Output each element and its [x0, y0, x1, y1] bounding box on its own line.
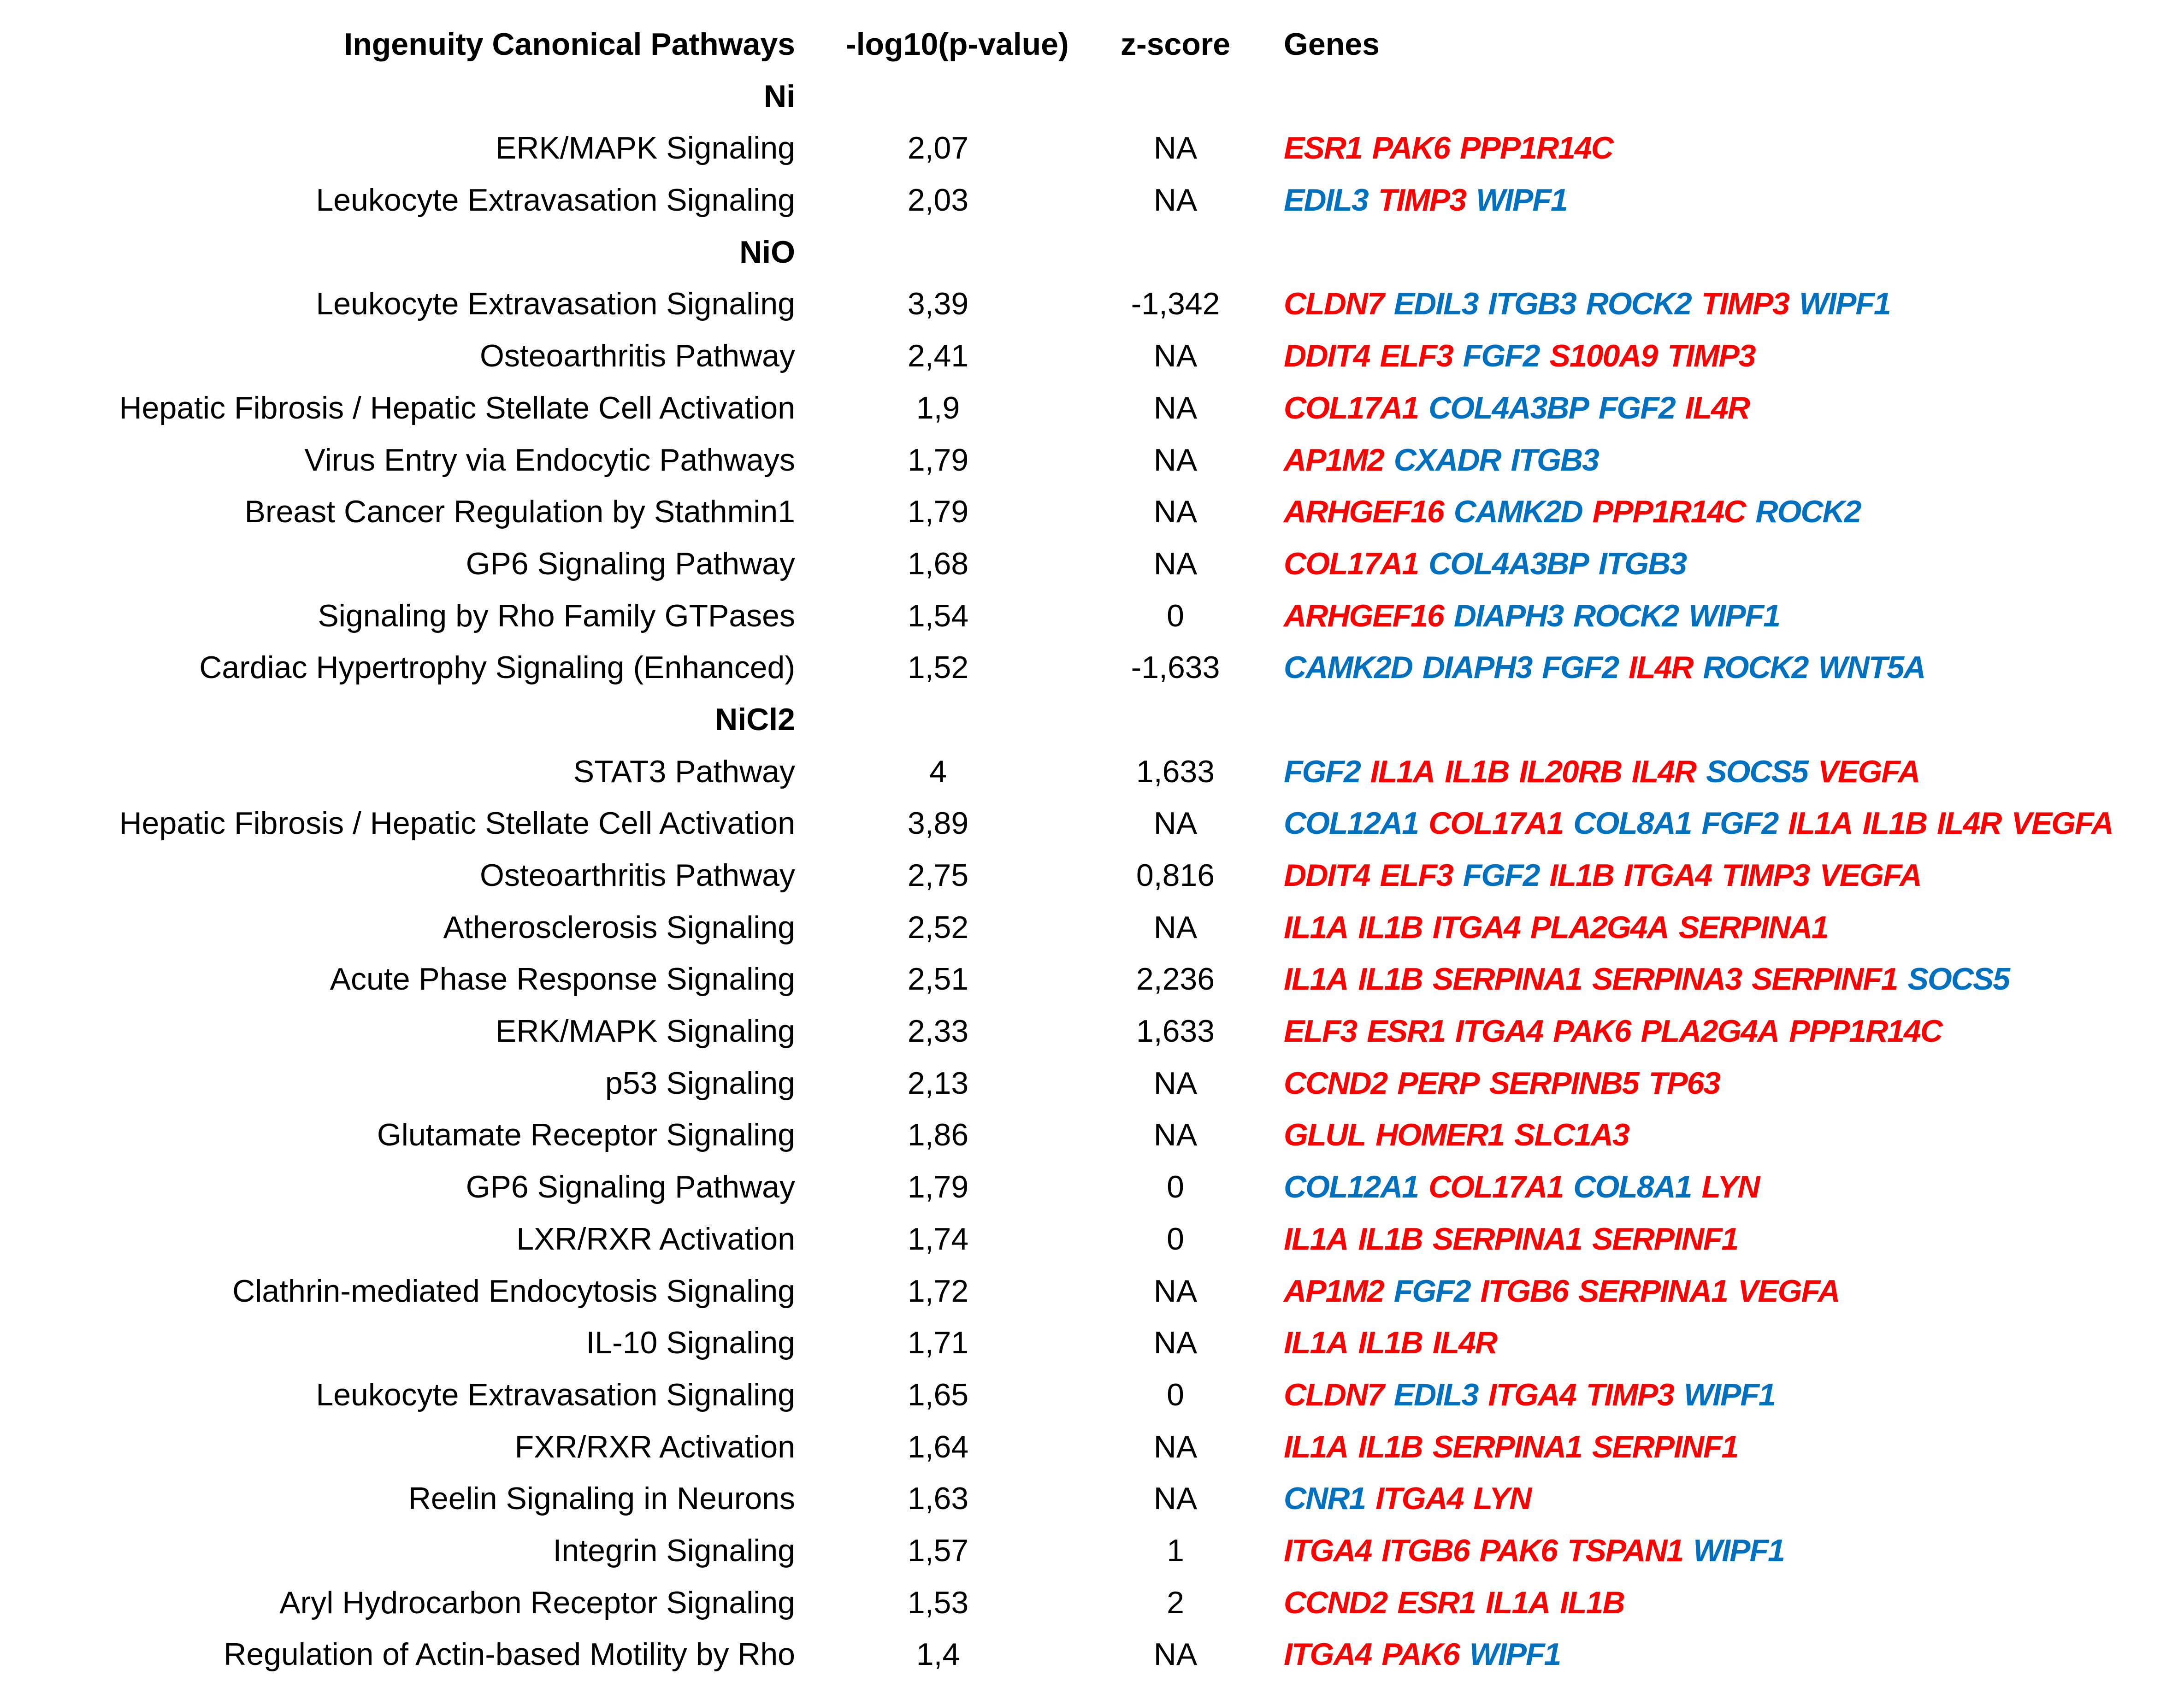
- header-zscore: z-score: [1120, 27, 1231, 62]
- pathway-name: Integrin Signaling: [553, 1533, 795, 1568]
- pathway-name: LXR/RXR Activation: [516, 1221, 795, 1257]
- section-row: [0, 226, 2184, 278]
- genes-cell: [1284, 1213, 1748, 1265]
- pathway-name: Leukocyte Extravasation Signaling: [316, 286, 795, 322]
- pvalue-cell: 2,07: [907, 130, 969, 166]
- table-row: [0, 1109, 2184, 1161]
- table-row: [0, 1057, 2184, 1109]
- table-row: [0, 902, 2184, 954]
- table-row: [0, 330, 2184, 382]
- gene-up: LYN: [1473, 1481, 1531, 1516]
- genes-cell: [1284, 486, 1871, 538]
- table-row: [0, 1577, 2184, 1629]
- table-row: [0, 122, 2184, 174]
- gene-down: WIPF1: [1799, 286, 1890, 322]
- gene-up: ELF3: [1284, 1014, 1357, 1049]
- pvalue-cell: 1,52: [907, 650, 969, 685]
- pvalue-cell: 2,51: [907, 962, 969, 997]
- gene-up: ITGA4: [1375, 1481, 1464, 1516]
- genes-cell: [1284, 538, 1696, 590]
- gene-up: TP63: [1648, 1065, 1720, 1101]
- pvalue-cell: 1,79: [907, 494, 969, 530]
- zscore-cell: NA: [1153, 1325, 1198, 1361]
- pvalue-cell: 1,72: [907, 1273, 969, 1309]
- gene-up: DDIT4: [1284, 338, 1370, 374]
- table-row: [0, 953, 2184, 1005]
- pathway-name: Leukocyte Extravasation Signaling: [316, 1377, 795, 1412]
- gene-down: COL4A3BP: [1428, 546, 1588, 581]
- gene-down: EDIL3: [1393, 1377, 1478, 1412]
- gene-down: COL12A1: [1284, 1169, 1419, 1205]
- gene-up: CLDN7: [1284, 1377, 1384, 1412]
- table-row: [0, 1213, 2184, 1265]
- genes-cell: [1284, 174, 1577, 226]
- gene-up: IL1A: [1284, 909, 1348, 945]
- genes-cell: [1284, 434, 1609, 486]
- gene-up: PLA2G4A: [1530, 909, 1669, 945]
- genes-cell: [1284, 1369, 1785, 1421]
- table-row: [0, 1525, 2184, 1577]
- gene-up: IL1A: [1284, 962, 1348, 997]
- gene-up: PLA2G4A: [1641, 1014, 1779, 1049]
- gene-up: ITGA4: [1432, 909, 1520, 945]
- pvalue-cell: 3,89: [907, 806, 969, 841]
- gene-down: ROCK2: [1703, 650, 1808, 685]
- gene-up: SERPINF1: [1751, 962, 1898, 997]
- table-row: [0, 434, 2184, 486]
- zscore-cell: NA: [1153, 1065, 1198, 1101]
- genes-cell: [1284, 1473, 1541, 1525]
- gene-up: ESR1: [1284, 130, 1362, 166]
- gene-down: CNR1: [1284, 1481, 1366, 1516]
- gene-down: FGF2: [1701, 806, 1778, 841]
- gene-up: ITGA4: [1623, 858, 1712, 893]
- gene-down: COL12A1: [1284, 806, 1419, 841]
- gene-up: CLDN7: [1284, 286, 1384, 322]
- gene-up: COL17A1: [1284, 546, 1419, 581]
- table-row: [0, 850, 2184, 902]
- gene-down: WIPF1: [1476, 183, 1567, 218]
- gene-down: ROCK2: [1755, 494, 1861, 530]
- zscore-cell: 2: [1167, 1585, 1184, 1620]
- pvalue-cell: 2,03: [907, 183, 969, 218]
- gene-up: ITGA4: [1284, 1533, 1372, 1568]
- gene-up: TIMP3: [1701, 286, 1789, 322]
- gene-up: IL20RB: [1519, 754, 1622, 789]
- gene-up: ITGB6: [1381, 1533, 1470, 1568]
- pathway-name: Virus Entry via Endocytic Pathways: [304, 442, 795, 478]
- genes-cell: [1284, 590, 1790, 642]
- gene-up: VEGFA: [1737, 1273, 1840, 1309]
- gene-up: COL17A1: [1284, 390, 1419, 425]
- gene-up: SERPINA1: [1432, 962, 1582, 997]
- genes-cell: [1284, 330, 1765, 382]
- gene-up: SERPINA1: [1432, 1429, 1582, 1464]
- table-row: [0, 486, 2184, 538]
- zscore-cell: 1: [1167, 1533, 1184, 1568]
- gene-up: IL1B: [1358, 962, 1423, 997]
- gene-down: FGF2: [1393, 1273, 1470, 1309]
- pvalue-cell: 3,39: [907, 286, 969, 322]
- zscore-cell: 0: [1167, 598, 1184, 633]
- gene-up: SERPINF1: [1592, 1429, 1738, 1464]
- gene-up: SERPINF1: [1592, 1221, 1738, 1257]
- pvalue-cell: 1,57: [907, 1533, 969, 1568]
- pvalue-cell: 1,4: [916, 1637, 960, 1672]
- genes-cell: [1284, 746, 1930, 798]
- header-row: [0, 18, 2184, 71]
- zscore-cell: 1,633: [1136, 1014, 1215, 1049]
- zscore-cell: NA: [1153, 338, 1198, 374]
- header-pvalue: -log10(p-value): [846, 27, 1069, 62]
- zscore-cell: 1,633: [1136, 754, 1215, 789]
- gene-up: PAK6: [1372, 130, 1450, 166]
- table-row: [0, 1161, 2184, 1213]
- genes-cell: [1284, 382, 1759, 434]
- zscore-cell: NA: [1153, 1273, 1198, 1309]
- gene-up: TIMP3: [1586, 1377, 1674, 1412]
- gene-up: TIMP3: [1378, 183, 1466, 218]
- gene-down: SOCS5: [1907, 962, 2009, 997]
- gene-up: IL1B: [1358, 1429, 1423, 1464]
- pathway-name: p53 Signaling: [605, 1065, 795, 1101]
- table-row: [0, 1265, 2184, 1317]
- pathway-name: Osteoarthritis Pathway: [479, 858, 795, 893]
- genes-cell: [1284, 1057, 1730, 1109]
- table-row: [0, 174, 2184, 226]
- table-row: [0, 590, 2184, 642]
- gene-down: FGF2: [1463, 338, 1540, 374]
- gene-up: IL1B: [1862, 806, 1927, 841]
- gene-up: IL1B: [1358, 909, 1423, 945]
- genes-cell: [1284, 1577, 1635, 1629]
- gene-up: LYN: [1701, 1169, 1759, 1205]
- genes-cell: [1284, 1525, 1794, 1577]
- zscore-cell: NA: [1153, 1117, 1198, 1153]
- gene-down: SOCS5: [1706, 754, 1808, 789]
- pathway-name: Regulation of Actin-based Motility by Rho: [224, 1637, 795, 1672]
- gene-down: DIAPH3: [1422, 650, 1532, 685]
- gene-up: IL1B: [1549, 858, 1614, 893]
- pvalue-cell: 1,74: [907, 1221, 969, 1257]
- gene-up: ESR1: [1367, 1014, 1445, 1049]
- gene-down: FGF2: [1463, 858, 1540, 893]
- gene-up: IL1A: [1485, 1585, 1550, 1620]
- pvalue-cell: 1,79: [907, 442, 969, 478]
- pathway-name: Clathrin-mediated Endocytosis Signaling: [232, 1273, 795, 1309]
- gene-up: ARHGEF16: [1284, 598, 1444, 633]
- gene-up: GLUL: [1284, 1117, 1366, 1153]
- gene-up: IL1A: [1284, 1221, 1348, 1257]
- gene-down: COL8A1: [1573, 1169, 1692, 1205]
- gene-up: ITGA4: [1455, 1014, 1543, 1049]
- gene-up: TIMP3: [1667, 338, 1755, 374]
- gene-down: WIPF1: [1693, 1533, 1784, 1568]
- gene-up: IL4R: [1631, 754, 1696, 789]
- genes-cell: [1284, 1265, 1849, 1317]
- gene-up: COL17A1: [1428, 806, 1564, 841]
- gene-down: FGF2: [1284, 754, 1360, 789]
- table-row: [0, 1005, 2184, 1057]
- gene-down: WNT5A: [1818, 650, 1925, 685]
- table-row: [0, 642, 2184, 694]
- gene-up: PAK6: [1381, 1637, 1459, 1672]
- gene-down: ROCK2: [1573, 598, 1679, 633]
- gene-up: ARHGEF16: [1284, 494, 1444, 530]
- zscore-cell: NA: [1153, 130, 1198, 166]
- genes-cell: [1284, 1005, 1952, 1057]
- pathway-name: GP6 Signaling Pathway: [466, 546, 795, 581]
- pvalue-cell: 2,33: [907, 1014, 969, 1049]
- gene-up: SERPINA1: [1678, 909, 1828, 945]
- pathway-name: Reelin Signaling in Neurons: [408, 1481, 795, 1516]
- genes-cell: [1284, 953, 2019, 1005]
- gene-up: IL1B: [1445, 754, 1509, 789]
- gene-up: SERPINA3: [1592, 962, 1741, 997]
- gene-up: ITGB6: [1480, 1273, 1568, 1309]
- gene-up: IL1A: [1284, 1429, 1348, 1464]
- gene-up: ELF3: [1380, 858, 1453, 893]
- gene-up: DDIT4: [1284, 858, 1370, 893]
- gene-down: FGF2: [1542, 650, 1619, 685]
- gene-up: ESR1: [1397, 1585, 1476, 1620]
- zscore-cell: 0,816: [1136, 858, 1215, 893]
- pvalue-cell: 1,65: [907, 1377, 969, 1412]
- pathway-name: Acute Phase Response Signaling: [330, 962, 795, 997]
- zscore-cell: NA: [1153, 909, 1198, 945]
- gene-up: IL4R: [1685, 390, 1750, 425]
- gene-down: DIAPH3: [1453, 598, 1564, 633]
- gene-up: ITGA4: [1488, 1377, 1576, 1412]
- pathway-name: Hepatic Fibrosis / Hepatic Stellate Cell Activation: [119, 390, 795, 425]
- zscore-cell: NA: [1153, 1481, 1198, 1516]
- table-row: [0, 1317, 2184, 1369]
- pathway-name: Aryl Hydrocarbon Receptor Signaling: [279, 1585, 795, 1620]
- gene-up: IL1B: [1358, 1221, 1423, 1257]
- gene-down: CAMK2D: [1453, 494, 1582, 530]
- gene-up: IL1A: [1370, 754, 1435, 789]
- table-row: [0, 1421, 2184, 1473]
- gene-down: CAMK2D: [1284, 650, 1412, 685]
- gene-up: ITGA4: [1284, 1637, 1372, 1672]
- pathway-name: Signaling by Rho Family GTPases: [318, 598, 795, 633]
- zscore-cell: NA: [1153, 390, 1198, 425]
- gene-up: SERPINA1: [1578, 1273, 1728, 1309]
- pvalue-cell: 1,71: [907, 1325, 969, 1361]
- genes-cell: [1284, 902, 1838, 954]
- genes-cell: [1284, 850, 1931, 902]
- gene-up: IL1A: [1788, 806, 1853, 841]
- pvalue-cell: 1,79: [907, 1169, 969, 1205]
- pathway-name: STAT3 Pathway: [573, 754, 795, 789]
- pvalue-cell: 1,64: [907, 1429, 969, 1464]
- gene-up: IL4R: [1937, 806, 2001, 841]
- gene-up: IL1B: [1560, 1585, 1624, 1620]
- gene-down: ITGB3: [1598, 546, 1687, 581]
- gene-up: IL1B: [1358, 1325, 1423, 1361]
- gene-up: CCND2: [1284, 1065, 1387, 1101]
- gene-up: TIMP3: [1722, 858, 1810, 893]
- pathway-name: Osteoarthritis Pathway: [479, 338, 795, 374]
- table-row: [0, 797, 2184, 850]
- table-row: [0, 1369, 2184, 1421]
- zscore-cell: NA: [1153, 442, 1198, 478]
- gene-down: ROCK2: [1586, 286, 1691, 322]
- table-row: [0, 382, 2184, 434]
- zscore-cell: -1,342: [1131, 286, 1220, 322]
- genes-cell: [1284, 1161, 1769, 1213]
- zscore-cell: 0: [1167, 1377, 1184, 1412]
- header-pathways: Ingenuity Canonical Pathways: [344, 27, 795, 62]
- section-label: Ni: [764, 78, 795, 114]
- gene-up: CCND2: [1284, 1585, 1387, 1620]
- section-row: [0, 694, 2184, 746]
- gene-down: FGF2: [1598, 390, 1675, 425]
- gene-up: IL4R: [1432, 1325, 1497, 1361]
- pathway-name: Cardiac Hypertrophy Signaling (Enhanced): [199, 650, 795, 685]
- pvalue-cell: 2,52: [907, 909, 969, 945]
- gene-up: TSPAN1: [1567, 1533, 1683, 1568]
- gene-up: PAK6: [1553, 1014, 1631, 1049]
- table-row: [0, 746, 2184, 798]
- table-row: [0, 278, 2184, 330]
- gene-up: IL1A: [1284, 1325, 1348, 1361]
- gene-up: HOMER1: [1375, 1117, 1505, 1153]
- pathway-name: ERK/MAPK Signaling: [495, 130, 795, 166]
- genes-cell: [1284, 278, 1901, 330]
- gene-up: VEGFA: [1818, 754, 1920, 789]
- zscore-cell: -1,633: [1131, 650, 1220, 685]
- zscore-cell: NA: [1153, 806, 1198, 841]
- genes-cell: [1284, 1317, 1507, 1369]
- gene-down: CXADR: [1393, 442, 1501, 478]
- genes-cell: [1284, 1628, 1570, 1681]
- gene-up: COL17A1: [1428, 1169, 1564, 1205]
- gene-down: WIPF1: [1688, 598, 1780, 633]
- table-row: [0, 1628, 2184, 1681]
- pvalue-cell: 1,53: [907, 1585, 969, 1620]
- gene-up: PPP1R14C: [1459, 130, 1613, 166]
- gene-up: PPP1R14C: [1789, 1014, 1942, 1049]
- genes-cell: [1284, 797, 2123, 850]
- section-label: NiCl2: [715, 702, 795, 737]
- pvalue-cell: 4: [929, 754, 947, 789]
- pvalue-cell: 1,63: [907, 1481, 969, 1516]
- gene-down: COL8A1: [1573, 806, 1692, 841]
- zscore-cell: NA: [1153, 494, 1198, 530]
- pvalue-cell: 2,41: [907, 338, 969, 374]
- gene-up: VEGFA: [2011, 806, 2113, 841]
- genes-cell: [1284, 1421, 1748, 1473]
- gene-down: EDIL3: [1393, 286, 1478, 322]
- genes-cell: [1284, 1109, 1639, 1161]
- pathway-name: Breast Cancer Regulation by Stathmin1: [244, 494, 795, 530]
- zscore-cell: 0: [1167, 1169, 1184, 1205]
- pathway-name: FXR/RXR Activation: [514, 1429, 795, 1464]
- gene-down: WIPF1: [1469, 1637, 1561, 1672]
- zscore-cell: NA: [1153, 183, 1198, 218]
- gene-up: S100A9: [1549, 338, 1658, 374]
- gene-up: IL4R: [1629, 650, 1693, 685]
- gene-up: PPP1R14C: [1592, 494, 1746, 530]
- gene-up: PAK6: [1479, 1533, 1557, 1568]
- table-row: [0, 538, 2184, 590]
- gene-down: EDIL3: [1284, 183, 1368, 218]
- gene-down: COL4A3BP: [1428, 390, 1588, 425]
- gene-up: VEGFA: [1819, 858, 1921, 893]
- section-label: NiO: [739, 234, 795, 270]
- zscore-cell: 0: [1167, 1221, 1184, 1257]
- zscore-cell: NA: [1153, 1429, 1198, 1464]
- gene-up: PERP: [1397, 1065, 1479, 1101]
- section-row: [0, 71, 2184, 123]
- pvalue-cell: 2,13: [907, 1065, 969, 1101]
- pathway-name: Atherosclerosis Signaling: [443, 909, 795, 945]
- genes-cell: [1284, 642, 1935, 694]
- gene-up: SLC1A3: [1514, 1117, 1629, 1153]
- gene-down: ITGB3: [1511, 442, 1599, 478]
- zscore-cell: 2,236: [1136, 962, 1215, 997]
- header-genes: Genes: [1284, 27, 1380, 62]
- pvalue-cell: 1,54: [907, 598, 969, 633]
- pathway-name: Leukocyte Extravasation Signaling: [316, 183, 795, 218]
- gene-down: WIPF1: [1683, 1377, 1775, 1412]
- gene-up: ELF3: [1380, 338, 1453, 374]
- zscore-cell: NA: [1153, 1637, 1198, 1672]
- pathway-name: Hepatic Fibrosis / Hepatic Stellate Cell Activation: [119, 806, 795, 841]
- pathway-name: Glutamate Receptor Signaling: [377, 1117, 795, 1153]
- genes-cell: [1284, 122, 1623, 174]
- gene-up: AP1M2: [1284, 442, 1384, 478]
- pathway-name: GP6 Signaling Pathway: [466, 1169, 795, 1205]
- pvalue-cell: 1,9: [916, 390, 960, 425]
- gene-up: SERPINB5: [1489, 1065, 1639, 1101]
- zscore-cell: NA: [1153, 546, 1198, 581]
- pathway-table: [0, 18, 2184, 1681]
- pathway-name: IL-10 Signaling: [586, 1325, 795, 1361]
- table-row: [0, 1473, 2184, 1525]
- gene-down: ITGB3: [1488, 286, 1576, 322]
- pvalue-cell: 1,86: [907, 1117, 969, 1153]
- gene-up: SERPINA1: [1432, 1221, 1582, 1257]
- pathway-name: ERK/MAPK Signaling: [495, 1014, 795, 1049]
- pvalue-cell: 2,75: [907, 858, 969, 893]
- gene-up: AP1M2: [1284, 1273, 1384, 1309]
- pvalue-cell: 1,68: [907, 546, 969, 581]
